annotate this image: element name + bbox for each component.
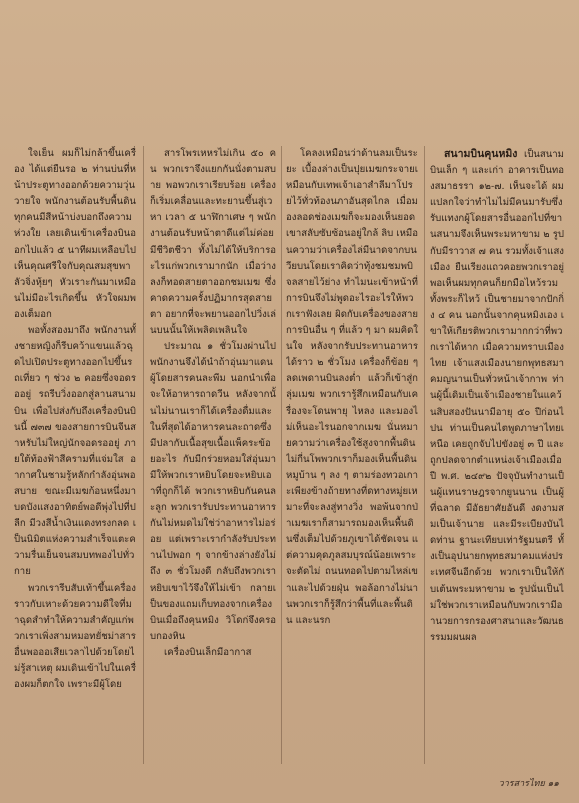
- text-column-4: [430, 146, 564, 764]
- paragraph: โคลงเหมือนว่าด้านลมเป็นระยะ เบื้องล่างเป็นปุยเมฆกระจายเหมือนกับเทพเจ้าเอาสำลีมาโปรยไว้ทั่วท้องนภาอันสุดไกล เมื่อมองลอดช่องเมฆก็จะมองเห็นยอดเขาสลับซับซ้อนอยู่ใกล้ ลิบ เหมือนความว่าเครื่องไล่มีนาดจากบนวียบนโดยเราคิดว่าทุ้งชมชมพบิจลสายไว้ย่าง ทำไมนะเข้าหน้าที่การบินจึงไม่พูดอะไรอะไรให้พวกเราฟังเลย ผิดกับเครื่องของสายการบินอื่น ๆ ที่แล้ว ๆ มา ผมคิดในใจ หลังจากรับประทานอาหารได้ราว ๒ ชั่วโมง เครื่องก็ข้อย ๆ ลดเพดานบินลงต่ำ แล้วก็เข้าสู่กลุ่มเมฆ พวกเรารู้สึกเหมือนกับเครื่องจะโดนพายุ ไหลง และมองไม่เห็นอะไรนอกจากเมฆ นั่นหมายความว่าเครื่องใช้สูงจากพื้นดินไม่กี่นโพพวกเราก็มองเห็นพื้นดินหมูบ้าน ๆ ลง ๆ ตามร่องทวอเกาะเพียงข้างถ้ายทางที่ดทางหมู่ยเหมาะที่จะลงสู่ทางวิ่ง พอพ้นจากป่าเมฆเราก็สามารถมองเห็นพื้นดินซึ่งเต็มไปด้วยภูเขาได้ชัดเจน แต่ความคุดภูลสมบุรณ์น้อยเพราะจะตัดไม่ ถนนทอดไปตามไหล่เขาและไปด้วยฝุ่น พอล้อกางไม่นานพวกเราก็รู้สึกว่าพื้นที่และพื้นดิน และนรก: [286, 148, 418, 626]
- paragraph: ประมาณ ๑ ชั่วโมงผ่านไปพนักงานจึงได้นำถ้าอุ่นมาแดนผู้โดยสารคนละพีม นอกนำเพื่อจะให้อาหารถาดวีน หลังจากนั้นไม่นานเราก็ได้เครื่องดื่มและในที่สุดได้อาหารคนละถาดซึ่งมีปลากับเนื้อสุขเนื้อแพ็คระข้อยอะไร กับมีกร่วยหอมใส่อุ่นมามีให้พวกเราหยิบโดยจะหยิบเอาที่ถูกก็ได้ พวกเราหยิบกันคนละลูก พวกเรารับประทานอาหารกันไม่หมดไม่ใช่ว่าอาหารไม่อร่อย แต่เพราะเรากำลังรับประทานไปพอก ๆ จากข้างล่างยังไม่ถึง ๓ ชั่วโมงดี กลับถึงพวกเราหยิบเขาไว้จึงให้ไม่เข้า กลายเป็นของแถมเก็บทองจากเครื่องบินเมื่อถึงคุนหมิง วิโดก่จึงครอบกองหิน: [150, 341, 276, 642]
- paragraph: สารโพรเหหรไม่เกิน ๕๐ คน พวกเราจึงแยกกันนั่งตามสบาย พอพวกเราเรียบร้อย เครื่องก็เริ่มเคลื่อนและทะยานขึ้นสู่เวหา เวลา ๕ นาฬิกาเศษ ๆ พนักงานต้อนรับหน้าตาดีแต่ไม่ค่อยมีชีวิตชีวา ทั้งไม่ได้ให้บริการอะไรแก่พวกเรามากนัก เมื่อว่างลงก็ทอดสายตาออกชมเมฆ ซึ่งคาดความครั้งปฏิมากรสุดสายตา อยากที่จะพยานออกไปวิ่งเล่นบนนั้นให้เพลิดเพลินใจ: [150, 148, 276, 337]
- paragraph-text: เป็นสนามบินเล็ก ๆ และเก่า อาคารเป็นทองสมาธรรา ๑๒-๗. เห็นจะได้ ผมแปลกใจว่าทำไมไม่มีคนมารับซึ่งรับแทงกผู้โดยสารอื่นออกไปที่ขานสนามจึงเห็นพระมหาขาม ๒ รูปกับมีราวาส ๗ คน รวมทั้งเจ้าแสงเมือง ยืนเรียงแถวคอยพวกเราอยู่พอเห็นผมทุกคนก็ยกมือไหว้รวมทั้งพระก็ไหว้ เป็นชายมาจากปักกิ่ง ๔ คน นอกนั้นจากคุนหมิงเอง เขาให้เกียรติพวกเรามากกว่าที่พวกเราได้หาก เมื่อความทราบเมืองไทย เจ้าแสงเมืองนายกพุทธสมาคมญนานเป็นทั่วหน้าเจ้ากาพ ท่านผู้นี้เดิมเป็นเจ้าเมืองชายในแคว้นสิบสองปันนามีอายุ ๕๐ ปีก่อนไปน ท่านเป็นคนไตพูดภาษาไทยเหนือ เคยถูกจับไปขังอยู่ ๓ ปี และถูกปลดจากตำแหน่งเจ้าเมืองเมื่อปี พ.ศ. ๒๔๙๒ ปัจจุบันทำงานเป็นผู้แทนราษฎรจากยูนนาน เป็นผู้ที่ฉลาด มีอัธยาศัยอันดี งดงามสมเป็นเจ้านาย และมีระเบียงบันไดท่าน ฐานะเทียบเท่ารัฐมนตรี ทั้งเป็นอุปนายกพุทธสมาคมแห่งประเทศจีนอีกด้วย พวกเราเป็นให้กับเต้นพระมหาขาม ๒ รูปนั่นเป็นไม่ใช่พวกเราเหมือนกับพวกเรามีอำนวยการกรองศาสนาและวัฒนธรรมมผนผล: [430, 149, 564, 643]
- text-column-2: [150, 146, 276, 764]
- paragraph: พวกเรารีบสับเท้าขึ้นเครื่องราวกับเหาะด้วยความดีใจที่มาฉุดสำทำให้ความสำคัญแก่พวกเราเพิ่งสามหมอทยั่ชม่าสาร อื่นพอออเสียเวลาไปด้วยโดยไม่รู้สาเหตุ ผมเดินเข้าไปในเครื่องผมก็ตกใจ เพราะมีผู้โดย: [14, 582, 136, 691]
- paragraph: [430, 146, 564, 646]
- text-column-1: [14, 146, 136, 764]
- column-divider: [424, 146, 425, 764]
- page-footer: วารสารไทย ๑๑: [498, 779, 559, 789]
- column-divider: [281, 146, 282, 764]
- paragraph: เครื่องบินเล็กมีอากาส: [164, 646, 252, 658]
- column-divider: [143, 146, 144, 764]
- paragraph: พอทั้งสองมาถึง พนักงานทั้งชายหญิงก็รีบคว้าแขนแล้วฉุดไปเปิดประตูทางออกไปขึ้นรถเที่ยว ๆ ช่วง ๒ คอยซึ่งจอดรออยู่ รถรีบวิ่งออกสู่ลานสนามบิน เพื่อไปส่งกับถึงเครื่องบินบินนี้ ๗๓๗ ของสายการบินจีนสำหรับไม่ใหญ่นักจอดรออยู่ ภายใต้ท้องฟ้าสีครามที่แจ่มใส อากาศในชามรู้หลักกำลังอุ่นพอสบาย ขณะมีเมฆก้อนหนึ่งมาบดบังแสงอาทิตย์พอดีพุ่งไปที่ปลีก มีวงสีน้ำเงินแดงทรงกลด เป็นนิมิตแห่งความสำเร็จแตะความรื่นเย็นจนสมบทพองไปทั่วกาย: [14, 325, 136, 578]
- section-heading: สนามบินคุนหมิง: [444, 148, 518, 160]
- paragraph: ใจเย็น ผมก็ไม่กล้าขึ้นเครื่อง ได้แต่ยืนรอ ๒ ท่านบ่นที่หน้าประตูทางออกด้วยความวุ่นวายใจ พนักงานต้อนรับพื้นดินทุกคนมีสีหน้าบ่งบอกถึงความห่วงใย เลยเดินเข้าเครื่องบินออกไปแล้ว ๕ นาทีผมเหลือบไปเห็นคุณศรีใจกับคุณสมสุขพาลัวจิ่งหุ้ยๆ หัวเราะกันมาเหมือนไม่มีอะไรเกิดขึ้น หัวใจผมพองเต็มอก: [14, 148, 136, 320]
- text-column-3: [286, 146, 418, 764]
